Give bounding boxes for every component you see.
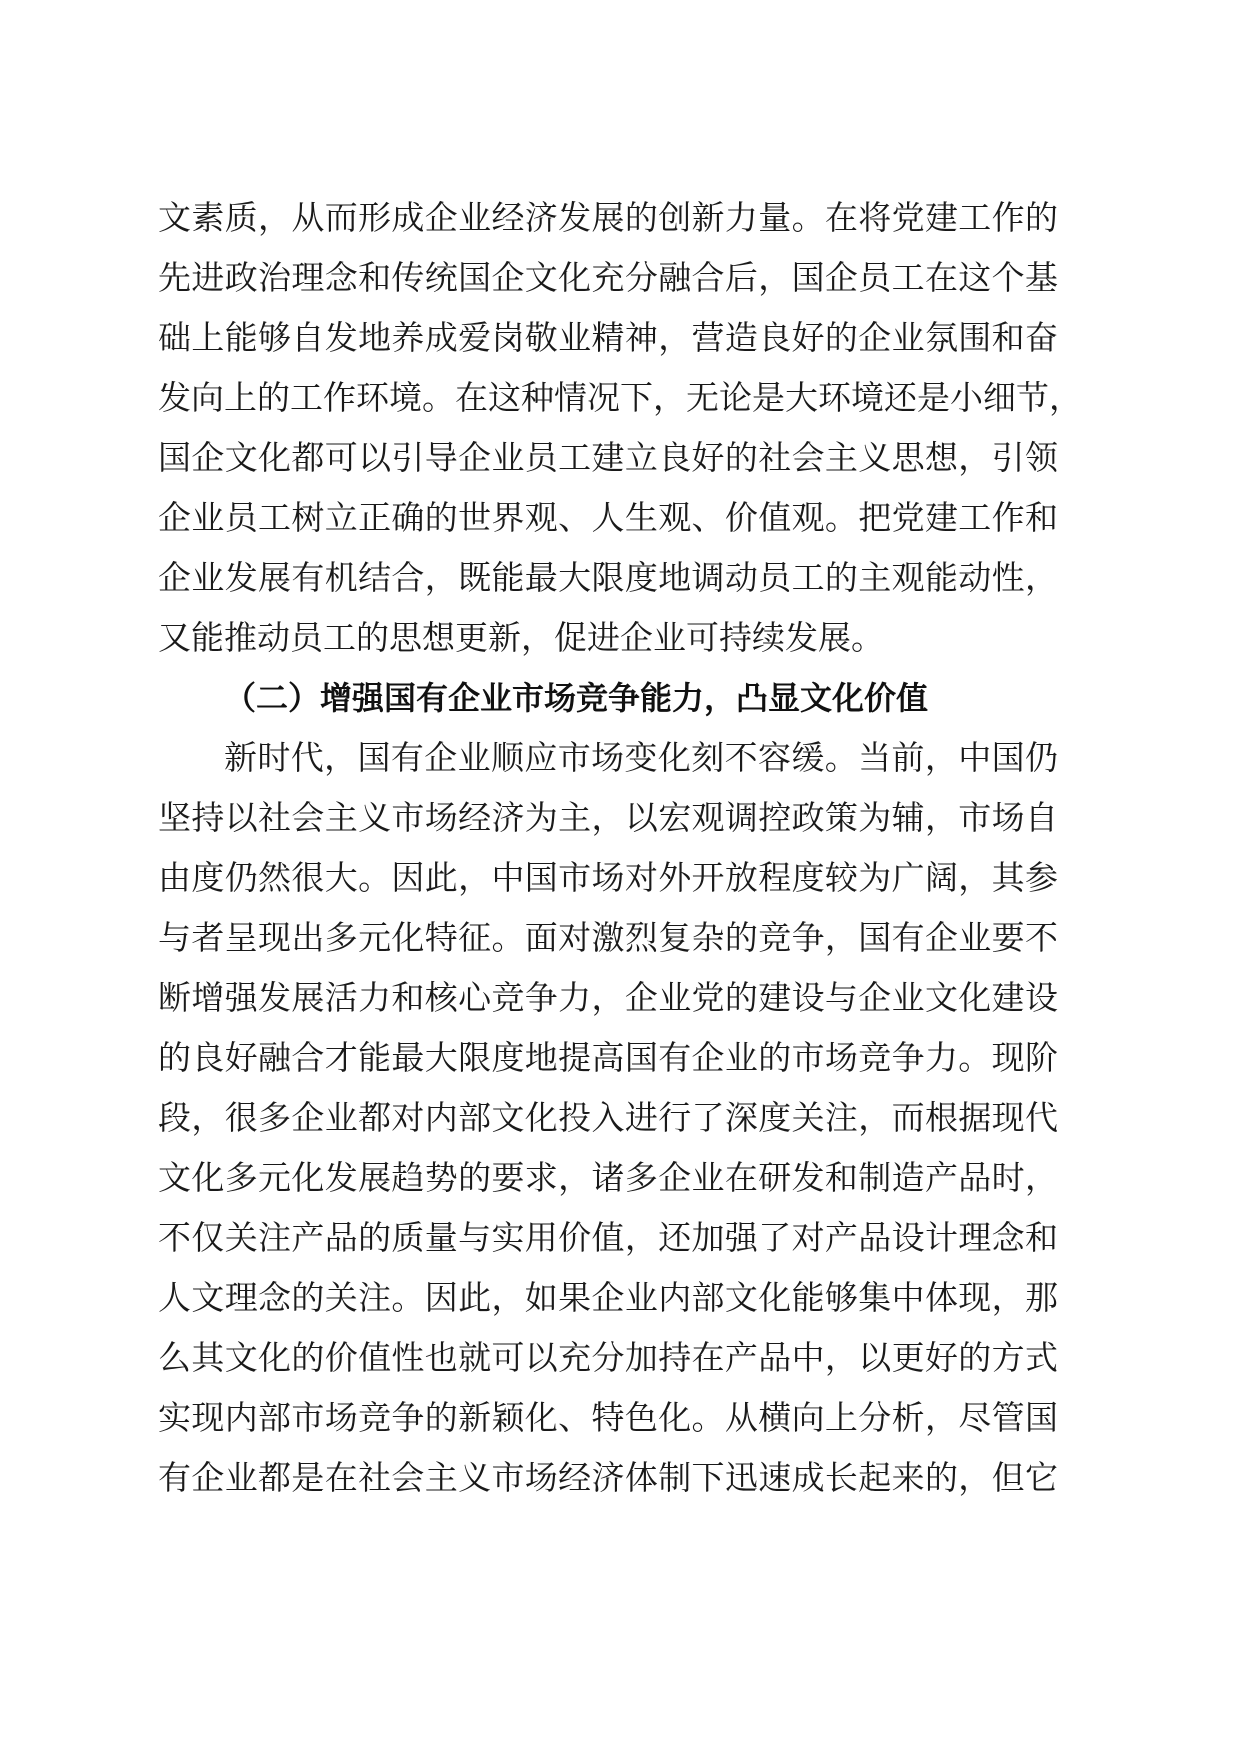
text-line: 先进政治理念和传统国企文化充分融合后，国企员工在这个基 <box>158 258 1058 297</box>
text-line: 又能推动员工的思想更新，促进企业可持续发展。 <box>158 618 884 657</box>
text-line: 断增强发展活力和核心竞争力，企业党的建设与企业文化建设 <box>158 978 1058 1017</box>
text-line: 国企文化都可以引导企业员工建立良好的社会主义思想，引领 <box>158 438 1058 477</box>
text-line: 与者呈现出多元化特征。面对激烈复杂的竞争，国有企业要不 <box>158 918 1058 957</box>
text-line: 坚持以社会主义市场经济为主，以宏观调控政策为辅，市场自 <box>158 798 1058 837</box>
text-line: 企业发展有机结合，既能最大限度地调动员工的主观能动性， <box>158 558 1058 597</box>
text-line: 的良好融合才能最大限度地提高国有企业的市场竞争力。现阶 <box>158 1038 1058 1077</box>
text-line: 不仅关注产品的质量与实用价值，还加强了对产品设计理念和 <box>158 1218 1058 1257</box>
paragraph-2 <box>158 728 1058 1508</box>
text-line: 由度仍然很大。因此，中国市场对外开放程度较为广阔，其参 <box>158 858 1058 897</box>
text-line: 础上能够自发地养成爱岗敬业精神，营造良好的企业氛围和奋 <box>158 318 1058 357</box>
text-line: 文化多元化发展趋势的要求，诸多企业在研发和制造产品时， <box>158 1158 1058 1197</box>
section-heading: （二）增强国有企业市场竞争能力，凸显文化价值 <box>224 679 929 717</box>
text-line: 有企业都是在社会主义市场经济体制下迅速成长起来的，但它 <box>158 1458 1058 1497</box>
text-line: 人文理念的关注。因此，如果企业内部文化能够集中体现，那 <box>158 1278 1058 1317</box>
text-line: 么其文化的价值性也就可以充分加持在产品中，以更好的方式 <box>158 1338 1058 1377</box>
text-line: 企业员工树立正确的世界观、人生观、价值观。把党建工作和 <box>158 498 1058 537</box>
text-line: 段，很多企业都对内部文化投入进行了深度关注，而根据现代 <box>158 1098 1058 1137</box>
text-line: 实现内部市场竞争的新颖化、特色化。从横向上分析，尽管国 <box>158 1398 1058 1437</box>
body-text <box>158 188 1082 1508</box>
text-line: 文素质，从而形成企业经济发展的创新力量。在将党建工作的 <box>158 198 1058 237</box>
paragraph-1 <box>158 188 1082 668</box>
text-line: 发向上的工作环境。在这种情况下，无论是大环境还是小细节， <box>158 378 1082 417</box>
text-line: 新时代，国有企业顺应市场变化刻不容缓。当前，中国仍 <box>224 738 1058 777</box>
